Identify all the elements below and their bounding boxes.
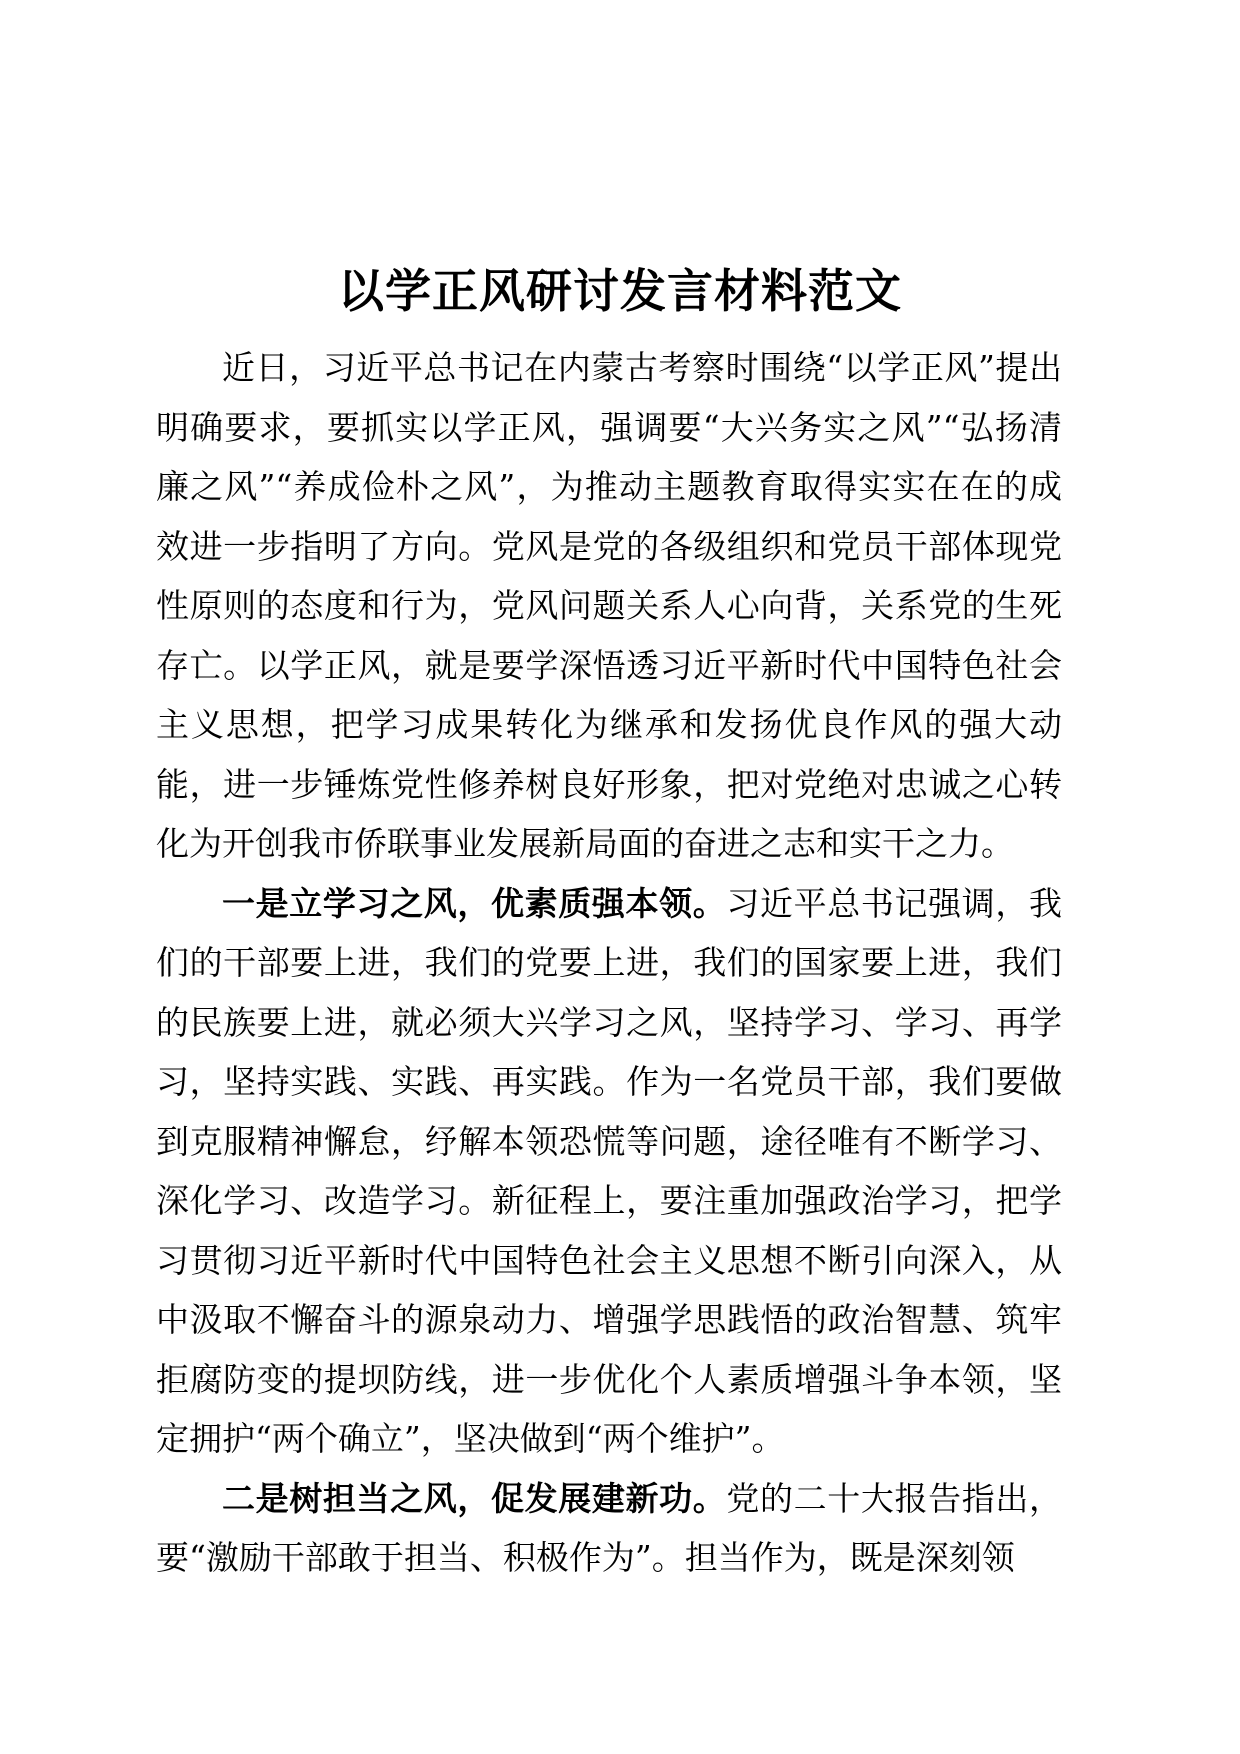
paragraph-lead: 二是树担当之风，促发展建新功。	[222, 1478, 727, 1518]
document-title: 以学正风研讨发言材料范文	[338, 264, 902, 318]
paragraph-study-style	[156, 874, 1062, 1469]
paragraph-lead: 一是立学习之风，优素质强本领。	[222, 883, 727, 923]
paragraph-responsibility-style	[156, 1469, 1062, 1588]
paragraph-text: 党的二十大报告指出，要“激励干部敢于担当、积极作为”。担当作为，既是深刻领	[156, 1478, 1062, 1577]
paragraph-text: 近日，习近平总书记在内蒙古考察时围绕“以学正风”提出明确要求，要抓实以学正风，强调要“大兴务实之风”“弘扬清廉之风”“养成俭朴之风”，为推动主题教育取得实实在在的成效进一步指明了方向。党风是党的各级组织和党员干部体现党性原则的态度和行为，党风问题关系人心向背，关系党的生死存亡。以学正风，就是要学深悟透习近平新时代中国特色社会主义思想，把学习成果转化为继承和发扬优良作风的强大动能，进一步锤炼党性修养树良好形象，把对党绝对忠诚之心转化为开创我市侨联事业发展新局面的奋进之志和实干之力。	[156, 348, 1062, 863]
document-body	[156, 338, 1062, 1588]
paragraph-text: 习近平总书记强调，我们的干部要上进，我们的党要上进，我们的国家要上进，我们的民族要上进，就必须大兴学习之风，坚持学习、学习、再学习，坚持实践、实践、再实践。作为一名党员干部，我们要做到克服精神懈怠，纾解本领恐慌等问题，途径唯有不断学习、深化学习、改造学习。新征程上，要注重加强政治学习，把学习贯彻习近平新时代中国特色社会主义思想不断引向深入，从中汲取不懈奋斗的源泉动力、增强学思践悟的政治智慧、筑牢拒腐防变的提坝防线，进一步优化个人素质增强斗争本领，坚定拥护“两个确立”，坚决做到“两个维护”。	[156, 883, 1062, 1458]
paragraph-intro	[156, 338, 1062, 874]
